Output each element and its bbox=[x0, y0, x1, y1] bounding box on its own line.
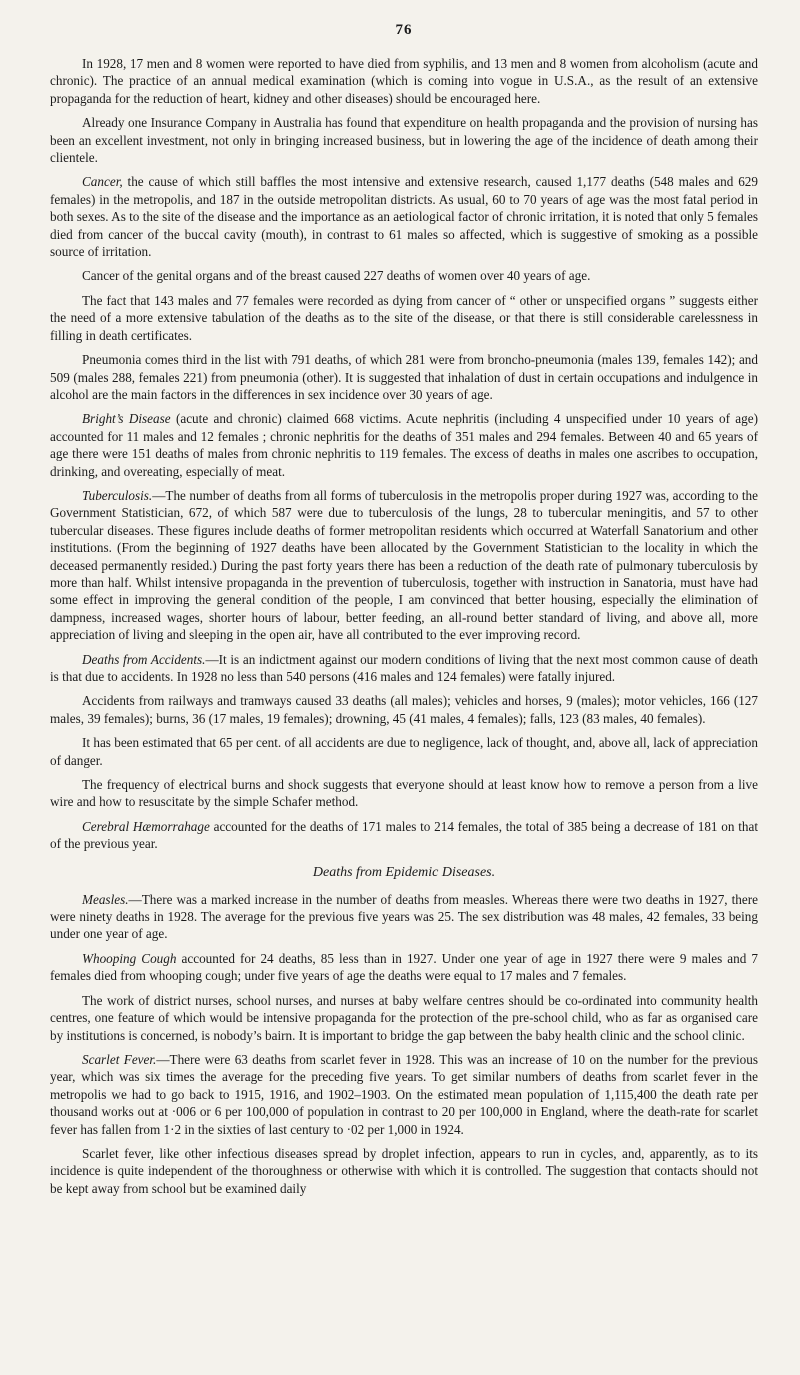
paragraph: Scarlet Fever.—There were 63 deaths from scarlet fever in 1928. This was an increase of 10 on the number for the previous year, which was six times the average for the preceding five years. To get similar numbers of deaths from scarlet fever in the metropolis we had to go back to 1915, 1916, and 1902–1903. On the estimated mean population of 1,115,400 the death rate per thousand works out at ·006 or 6 per 100,000 of population in contrast to 20 per 100,000 in England, where the death-rate for scarlet fever has fallen from 1·2 in the sixties of last century to ·02 per 1,000 in 1924. bbox=[50, 1051, 758, 1137]
paragraph: Accidents from railways and tramways caused 33 deaths (all males); vehicles and horses, 9 (males); motor vehicles, 166 (127 males, 39 females); burns, 36 (17 males, 19 females); drowning, 45 (41 males, 4 females); falls, 123 (83 males, 40 females). bbox=[50, 693, 758, 726]
paragraph: Cancer of the genital organs and of the breast caused 227 deaths of women over 40 years of age. bbox=[82, 268, 591, 284]
paragraph: The fact that 143 males and 77 females were recorded as dying from cancer of “ other or unspecified organs ” suggests either the need of a more extensive tabulation of the deaths as to the site of the disease, or that there is still considerable carelessness in filling in death certificates. bbox=[50, 292, 758, 343]
body-text-section bbox=[50, 55, 758, 853]
paragraph: Bright’s Disease (acute and chronic) claimed 668 victims. Acute nephritis (including 4 unspecified under 10 years of age) accounted for 11 males and 12 females ; chronic nephritis for the deaths of 351 males and 294 females. Between 40 and 65 years of age there were 151 deaths of males from chronic nephritis to 119 females. The excess of deaths in males one ascribes to occupation, drinking, and overeating, especially of meat. bbox=[50, 411, 759, 479]
paragraph: Whooping Cough accounted for 24 deaths, 85 less than in 1927. Under one year of age in 1927 there were 9 males and 7 females died from whooping cough; under five years of age the deaths were equal to 17 males and 7 females. bbox=[50, 950, 758, 984]
paragraph: It has been estimated that 65 per cent. of all accidents are due to negligence, lack of thought, and, above all, lack of appreciation of danger. bbox=[50, 735, 758, 768]
page-number: 76 bbox=[395, 22, 413, 38]
paragraph: In 1928, 17 men and 8 women were reported to have died from syphilis, and 13 men and 8 women from alcoholism (acute and chronic). The practice of an annual medical examination (which is coming into vogue in U.S.A., as the result of an extensive propaganda for the reduction of heart, kidney and other diseases) should be encouraged here. bbox=[50, 56, 758, 106]
paragraph: Tuberculosis.—The number of deaths from all forms of tuberculosis in the metropolis proper during 1927 was, according to the Government Statistician, 672, of which 587 were due to tuberculosis of the lungs, 28 to tubercular meningitis, and 57 to other tubercular diseases. These figures include deaths of former metropolitan residents which occurred at Waterfall Sanatorium and other institutions. (From the beginning of 1927 deaths have been allocated by the Government Statistician to the locality in which the deceased permanently resided.) During the past forty years there has been a reduction of the death rate of pulmonary tuberculosis by more than half. Whilst intensive propaganda in the prevention of tuberculosis, together with instruction in Sanatoria, must have had some effect in improving the general condition of the people, I am convinced that better housing, especially the elimination of dampness, increased wages, shorter hours of labour, better feeding, an all-round better standard of living, and above all, more appreciation of living and sleeping in the open air, have all contributed to the ever improving record. bbox=[50, 487, 758, 643]
paragraph: Pneumonia comes third in the list with 791 deaths, of which 281 were from broncho-pneumonia (males 139, females 142); and 509 (males 288, females 221) from pneumonia (other). It is suggested that inhalation of dust in certain occupations and indulgence in alcohol are the main factors in the differences in sex incidence over 30 years of age. bbox=[50, 352, 758, 402]
paragraph: The frequency of electrical burns and shock suggests that everyone should at least know how to remove a person from a live wire and how to resuscitate by the simple Schafer method. bbox=[50, 777, 758, 810]
section-heading: Deaths from Epidemic Diseases. bbox=[312, 864, 496, 880]
paragraph: Cerebral Hæmorrahage accounted for the deaths of 171 males to 214 females, the total of 385 being a decrease of 181 on that of the previous year. bbox=[50, 818, 758, 852]
paragraph: Scarlet fever, like other infectious diseases spread by droplet infection, appears to run in cycles, and, apparently, as to its incidence is quite independent of the thoroughness or otherwise with which it is controlled. The suggestion that contacts should not be kept away from school but be examined daily bbox=[50, 1145, 758, 1196]
epidemic-section bbox=[50, 891, 758, 1198]
paragraph: Measles.—There was a marked increase in the number of deaths from measles. Whereas there were two deaths in 1927, there were ninety deaths in 1928. The average for the previous five years was 25. The sex distribution was 48 males, 42 females, 33 being under one year of age. bbox=[50, 891, 758, 942]
paragraph: Deaths from Accidents.—It is an indictment against our modern conditions of living that the next most common cause of death is that due to accidents. In 1928 no less than 540 persons (416 males and 124 females) were fatally injured. bbox=[50, 651, 758, 684]
paragraph: Already one Insurance Company in Australia has found that expenditure on health propaganda and the provision of nursing has been an excellent investment, not only in bringing increased business, but in lowering the age of the incidence of death among their clientele. bbox=[50, 115, 758, 166]
paragraph: Cancer, the cause of which still baffles the most intensive and extensive research, caused 1,177 deaths (548 males and 629 females) in the metropolis, and 187 in the outside metropolitan districts. As usual, 60 to 70 years of age was the most fatal period in both sexes. As to the site of the disease and the importance as an aetiological factor of chronic irritation, it is noted that only 5 females died from cancer of the buccal cavity (mouth), in contrast to 61 males so affected, which is suggestive of smoking as a possible source of irritation. bbox=[50, 174, 758, 260]
paragraph: The work of district nurses, school nurses, and nurses at baby welfare centres should be co-ordinated into community health centres, one feature of which would be intensive propaganda for the protection of the pre-school child, who as far as organised care by institutions is concerned, is nobody’s bairn. It is important to bridge the gap between the baby health clinic and the school clinic. bbox=[50, 992, 758, 1043]
